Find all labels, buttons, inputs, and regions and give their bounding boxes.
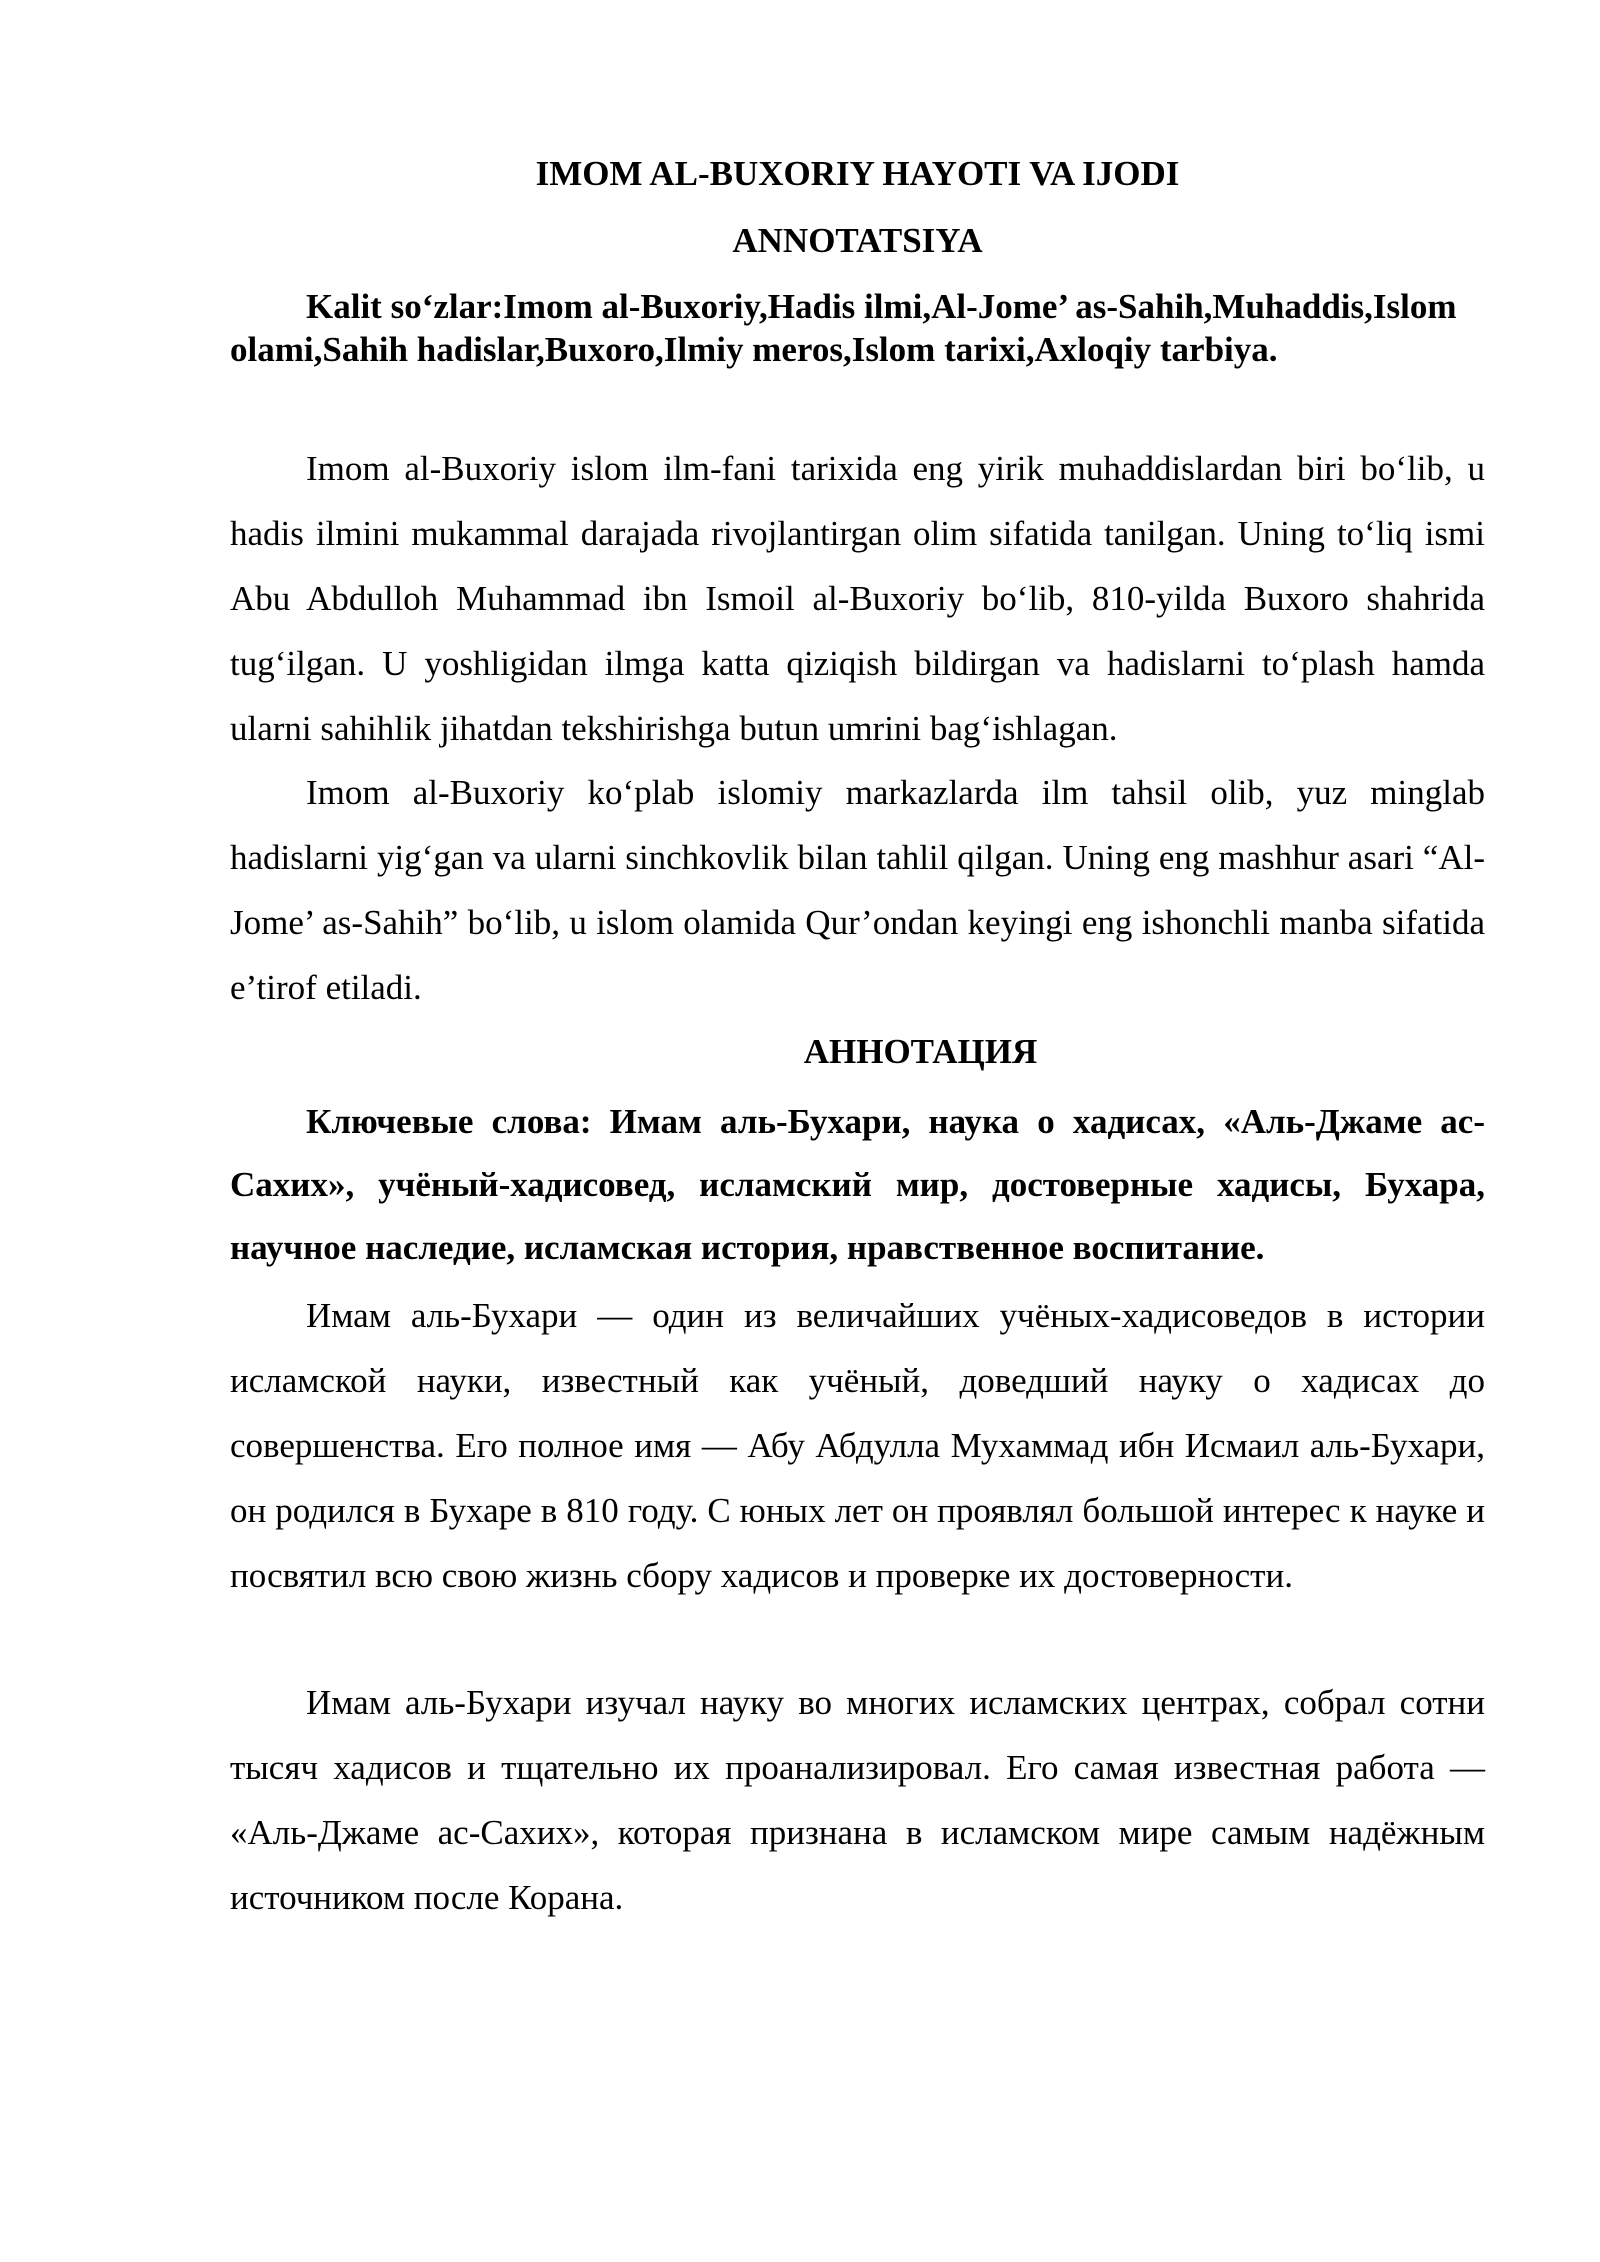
uz-annotation-heading: ANNOTATSIYA [732, 221, 983, 260]
uz-keywords: Kalit so‘zlar:Imom al-Buxoriy,Hadis ilmi,Al-Jome’ as-Sahih,Muhaddis,Islom olami,Sahih hadislar,Buxoro,Ilmiy meros,Islom tarixi,Axloqiy tarbiya. [230, 287, 1457, 369]
uz-paragraph-2: Imom al-Buxoriy ko‘plab islomiy markazlarda ilm tahsil olib, yuz minglab hadislarni yig‘gan va ularni sinchkovlik bilan tahlil qilgan. Uning eng mashhur asari “Al-Jome’ as-Sahih” bo‘lib, u islom olamida Qur’ondan keyingi eng ishonchli manba sifatida e’tirof etiladi. [230, 773, 1485, 1007]
ru-paragraph-2: Имам аль-Бухари изучал науку во многих исламских центрах, собрал сотни тысяч хадисов и тщательно их проанализировал. Его самая известная работа — «Аль-Джаме ас-Сахих», которая признана в исламском мире самым надёжным источником после Корана. [230, 1683, 1485, 1917]
ru-keywords: Ключевые слова: Имам аль-Бухари, наука о хадисах, «Аль-Джаме ас-Сахих», учёный-хадисовед, исламский мир, достоверные хадисы, Бухара, научное наследие, исламская история, нравственное воспитание. [230, 1102, 1485, 1267]
document-title: IMOM AL-BUXORIY HAYOTI VA IJODI [535, 154, 1180, 193]
ru-paragraph-1: Имам аль-Бухари — один из величайших учёных-хадисоведов в истории исламской науки, известный как учёный, доведший науку о хадисах до совершенства. Его полное имя — Абу Абдулла Мухаммад ибн Исмаил аль-Бухари, он родился в Бухаре в 810 году. С юных лет он проявлял большой интерес к науке и посвятил всю свою жизнь сбору хадисов и проверке их достоверности. [230, 1296, 1485, 1595]
uz-paragraph-1: Imom al-Buxoriy islom ilm-fani tarixida eng yirik muhaddislardan biri bo‘lib, u hadis ilmini mukammal darajada rivojlantirgan olim sifatida tanilgan. Uning to‘liq ismi Abu Abdulloh Muhammad ibn Ismoil al-Buxoriy bo‘lib, 810-yilda Buxoro shahrida tug‘ilgan. U yoshligidan ilmga katta qiziqish bildirgan va hadislarni to‘plash hamda ularni sahihlik jihatdan tekshirishga butun umrini bag‘ishlagan. [230, 449, 1485, 748]
ru-annotation-heading: АННОТАЦИЯ [803, 1032, 1038, 1071]
